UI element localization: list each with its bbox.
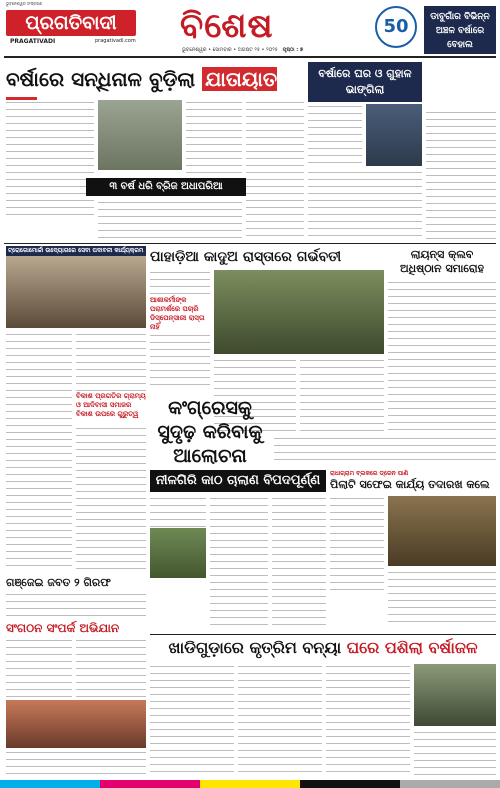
story11-photo: [6, 700, 146, 748]
story4-photo: [214, 270, 384, 354]
story6-headline: ବିକାଶ ପ୍ରଗତିର ଗ୍ରାମ୍ୟ ଓ ଆଦିବାସୀ ସମାଜର ବିକାଶ ଉପରେ ଗୁରୁତ୍ୱ: [76, 392, 146, 418]
story1-text-col2: [186, 100, 242, 180]
page-number: ପୃଷ୍ଠା : ୭: [282, 47, 304, 53]
story10-text2: [388, 570, 496, 628]
anniversary-badge: 50: [375, 6, 417, 48]
story11-text3: [6, 750, 146, 776]
story10-headline: ପିଲାଟି ସଫେଇ କାର୍ଯ୍ୟ ତଦାରଖ କଲେ: [330, 478, 490, 491]
dateline: [182, 47, 303, 53]
story3-headline: ଟ୍ରୋଗୋମୋର୍ଚ୍ଚା ଉଦ୍ୟୋଗରେ ସେବା ପଦାବଳୀ କାର୍ଯ୍ୟକ୍ରମ: [6, 246, 146, 256]
print-color-bar: [0, 780, 500, 788]
story5-headline: ଲାୟନ୍ସ କ୍ଲବ ଅଧିଷ୍ଠାନ ସମାରୋହ: [399, 248, 485, 275]
story12-headline: [150, 634, 496, 660]
story12-text-col4: [414, 730, 496, 776]
story12-headline-red: ଘରେ ପଶିଲା ବର୍ଷାଜଳ: [346, 638, 478, 657]
story9-photo-truck: [150, 528, 206, 578]
story1-headline-red: ଯାତାୟାତ: [6, 67, 277, 121]
story12-headline-black: ଖାଡିଗୁଡ଼ାରେ କୃତ୍ରିମ ବନ୍ୟା: [168, 638, 342, 657]
divider: [4, 243, 496, 244]
story4-text-col3: [300, 358, 384, 432]
date-text: ଭୁବନେଶ୍ୱର • ସୋମବାର • ଅଗଷ୍ଟ ୨୫ • ୨୦୨୫: [182, 47, 278, 53]
story3-photo: [6, 256, 146, 328]
story6-text2: [76, 426, 146, 572]
story10-photo: [388, 496, 496, 566]
website-text: pragativadi.com: [95, 38, 136, 44]
story4-headline: ପାହାଡ଼ିଆ କାଦୁଅ ରାସ୍ତାରେ ଗର୍ଭବତୀ: [150, 249, 342, 265]
story12-text-col2: [238, 664, 322, 776]
newspaper-logo: ପ୍ରଗତିବାଦୀ: [6, 10, 136, 36]
story1-text-col4: [98, 200, 242, 240]
story4-box: ଆଶାକର୍ମୀଙ୍କ ପରାମର୍ଶରେ ପଚାରି ଡିସ୍ପେନ୍ସାରୀ ରାସ୍ତା ନାହିଁ: [150, 296, 210, 332]
story9-text-col3: [272, 496, 326, 628]
story12-text-col1: [150, 664, 234, 776]
story9-headline: ନୀଳଗିରି କାଠ ଚାଲାଣ ବିପଦପୂର୍ଣ୍ଣ: [150, 470, 326, 492]
story12-photo: [414, 664, 496, 726]
top-edition-line: ଭୁବନେଶ୍ୱର ସଂସ୍କରଣ: [6, 1, 43, 6]
story11-text: [6, 638, 72, 698]
story6-text: [76, 332, 146, 392]
story1-photo-flood: [98, 100, 182, 170]
story2-text-col1: [308, 104, 362, 166]
story1-text-col1: [6, 100, 94, 218]
story11-headline: ସଂଗଠନ ସଂପର୍କ ଅଭିଯାନ: [6, 621, 120, 635]
story11-text2: [76, 638, 146, 698]
story8-headline: ଗଞ୍ଜେଇ ଜବତ ୨ ଗିରଫ: [6, 576, 111, 589]
story1-text-col3: [246, 100, 304, 240]
story10-tag: ରାଧାଗ୍ରାମ ବ୍ଲକରେ ଡ୍ରେନ ପାଣି: [330, 470, 409, 477]
story2-photo-house: [366, 104, 422, 166]
story7-headline: କଂଗ୍ରେସକୁ ସୁଦୃଢ଼ କରିବାକୁ ଆଲୋଚନା: [157, 397, 263, 467]
story9-text-col2: [210, 496, 268, 628]
story2-text-col2: [308, 170, 422, 240]
story2-headline: ବର୍ଷାରେ ଘର ଓ ଗୁହାଳ ଭାଙ୍ଗିଲା: [308, 62, 422, 102]
story3-text: [6, 332, 72, 572]
story10-text: [330, 496, 384, 596]
story12-text-col3: [326, 664, 410, 776]
teaser-box: ଡାବୁଗାଁର ବିଭିନ୍ନ ଅଞ୍ଚଳ ବର୍ଷାରେ ବେହାଲ: [424, 6, 496, 54]
story5-text: [388, 280, 496, 432]
story1-subheadline: ୩ ବର୍ଷ ଧରି ବ୍ରିଜ ଅଧାପରିଆ: [86, 178, 246, 196]
section-title: ବିଶେଷ: [180, 6, 274, 46]
logo-subtitle: PRAGATIVADI: [10, 38, 56, 45]
story8-text: [6, 592, 146, 616]
story1-headline-black: ବର୍ଷାରେ ସନ୍ଧିନାଳ ବୁଡ଼ିଲା: [6, 67, 196, 91]
story1-headline: [6, 64, 306, 94]
teaser-text: [426, 110, 496, 240]
story7-text: [274, 436, 496, 466]
